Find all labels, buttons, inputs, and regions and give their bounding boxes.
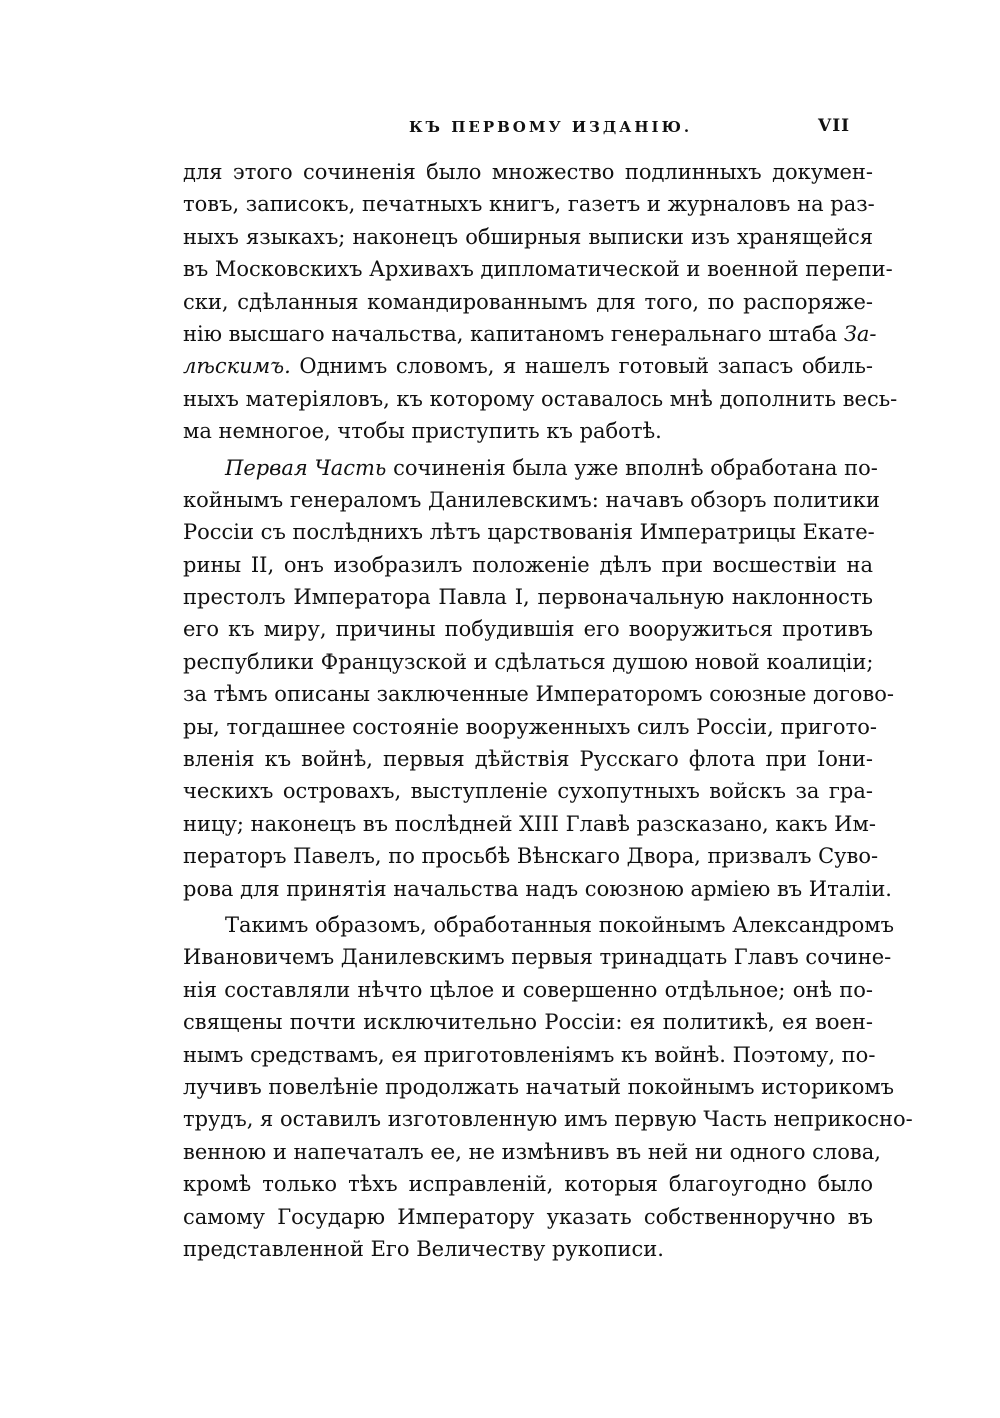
text-line: трудъ, я оставилъ изготовленную имъ первую Часть неприкосно- [183,1107,913,1132]
text-line: лучивъ повелѣніе продолжать начатый покойнымъ историкомъ [183,1074,895,1099]
italic-lead: Первая Часть [225,455,387,480]
text-line: ныхъ языкахъ; наконецъ обширныя выписки изъ хранящейся [183,224,873,249]
text-line: представленной Его Величеству рукописи. [183,1236,664,1261]
text-line: республики Французской и сдѣлаться душою новой коалиціи; [183,649,874,674]
text-line-content: нію высшаго начальства, капитаномъ генеральнаго штаба [183,321,838,346]
text-line: ски, сдѣланныя командированнымъ для того, по распоряже- [183,289,873,314]
text-line: ницу; наконецъ въ послѣдней XIII Главѣ разсказано, какъ Им- [183,811,876,836]
text-line: въ Московскихъ Архивахъ дипломатической и военной перепи- [183,257,893,282]
text-line: ческихъ островахъ, выступленіе сухопутныхъ войскъ за гра- [183,779,873,804]
text-line: ныхъ матеріяловъ, къ которому оставалось мнѣ дополнить весь- [183,386,898,411]
text-line: венною и напечаталъ ее, не измѣнивъ въ ней ни одного слова, [183,1139,881,1164]
text-line: рова для принятія начальства надъ союзною арміею въ Италіи. [183,876,892,901]
text-line-content: сочиненія была уже вполнѣ обработана по- [393,455,878,480]
text-line: за тѣмъ описаны заключенные Императоромъ союзные догово- [183,682,894,707]
paragraph-3 [183,909,913,1265]
text-line [183,318,877,350]
text-line: вленія къ войнѣ, первыя дѣйствія Русскаго флота при Іони- [183,747,873,772]
text-line: ператоръ Павелъ, по просьбѣ Вѣнскаго Двора, призвалъ Суво- [183,844,879,869]
text-line: нымъ средствамъ, ея приготовленіямъ къ войнѣ. Поэтому, по- [183,1042,876,1067]
text-line: ры, тогдашнее состояніе вооруженныхъ силъ Россіи, пригото- [183,714,877,739]
text-line: самому Государю Императору указать собственноручно въ [183,1204,873,1229]
text-line: священы почти исключительно Россіи: ея политикѣ, ея воен- [183,1010,873,1035]
running-head: КЪ ПЕРВОМУ ИЗДАНІЮ. [409,118,693,136]
text-line: Россіи съ послѣднихъ лѣтъ царствованія Императрицы Екате- [183,520,875,545]
text-line-content: Однимъ словомъ, я нашелъ готовый запасъ обиль- [299,354,873,379]
text-line: для этого сочиненія было множество подлинныхъ докумен- [183,160,873,184]
text-line: Ивановичемъ Данилевскимъ первыя тринадцать Главъ сочине- [183,945,892,970]
text-line: нія составляли нѣчто цѣлое и совершенно отдѣльное; онѣ по- [183,977,873,1002]
text-line: кромѣ только тѣхъ исправленій, которыя благоугодно было [183,1172,873,1197]
text-line: его къ миру, причины побудившія его вооружиться противъ [183,617,873,642]
italic-name-part: За- [843,321,877,346]
body-text [183,156,913,1265]
text-line: престолъ Императора Павла I, первоначальную наклонность [183,585,873,610]
paragraph-1 [183,156,898,448]
text-line [183,350,873,382]
text-line: Такимъ образомъ, обработанныя покойнымъ Александромъ [225,912,894,937]
text-line [183,452,878,484]
italic-name-part: лѣскимъ. [183,354,291,379]
paragraph-2 [183,452,894,905]
text-line: рины II, онъ изобразилъ положеніе дѣлъ при восшествіи на [183,552,873,577]
page-number: VII [818,116,851,136]
text-line: ма немногое, чтобы приступить къ работѣ. [183,419,662,444]
text-line: койнымъ генераломъ Данилевскимъ: начавъ обзоръ политики [183,487,880,512]
text-line: товъ, записокъ, печатныхъ книгъ, газетъ и журналовъ на раз- [183,192,875,217]
